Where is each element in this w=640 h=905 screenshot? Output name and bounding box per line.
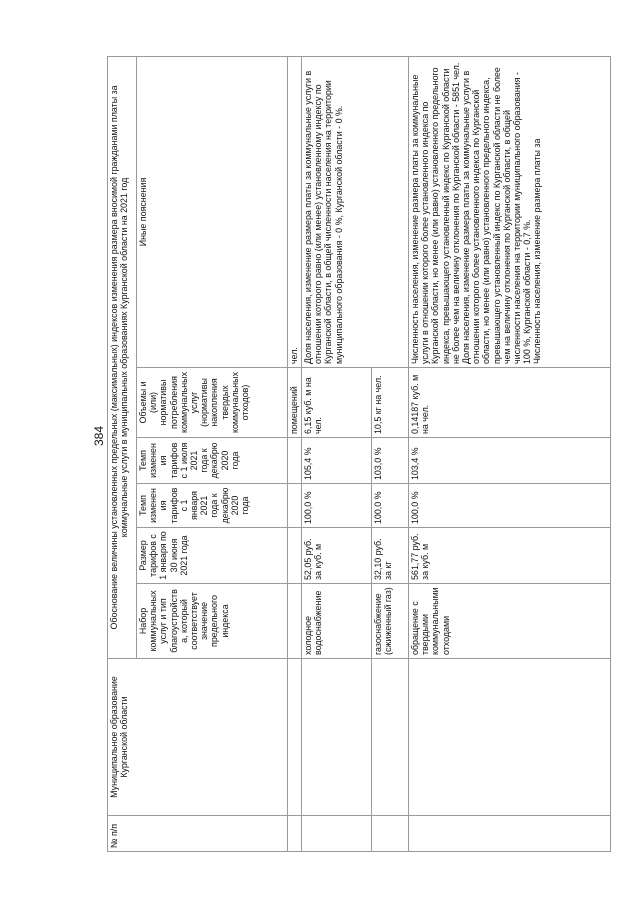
- cell-volume: 6,15 куб. м на чел.: [302, 368, 372, 438]
- cell-tariff: 561,77 руб. за куб. м: [409, 528, 611, 584]
- table-title: Обоснование величины установленных предельных (максимальных) индексов изменения размера вносимой гражданами платы за коммунальные услуги в муниципальных образованиях Курганской области на 2021 год: [108, 56, 137, 658]
- table-row: [302, 56, 372, 851]
- cell-rate-july: 103,4 %: [409, 438, 611, 484]
- header-municipality: Муниципальное образование Курганской области: [108, 659, 288, 816]
- note-paragraph: Доля населения, изменение размера платы за коммунальные услуги в отношении которого более установленного индекса по Курганской области, но менее (или равно) установленного предельного индекса, превышающего установленный индекс по Курганской области не более чем на величину отклонения по Курганской области, в общей численности населения на территории муниципального образования - 100 %, Курганской области - 0,7 %.: [461, 67, 533, 364]
- header-notes: Иные пояснения: [137, 56, 288, 367]
- cell-service: холодное водоснабжение: [302, 584, 372, 659]
- header-num: № п/п: [108, 816, 288, 852]
- rotated-page-content: [107, 57, 607, 852]
- table-row: [409, 56, 611, 851]
- cell-volume: 0,14187 куб. м на чел.: [409, 368, 611, 438]
- page-number: 384: [92, 425, 106, 446]
- header-rate-january: Темп изменения тарифов с 1 января 2021 года к декабрю 2020 года: [137, 484, 288, 528]
- header-service: Набор коммунальных услуг и тип благоустройства, который соответствует значение предельного индекса: [137, 584, 288, 659]
- cell-rate-july: 105,4 %: [302, 438, 372, 484]
- header-tariff: Размер тарифов с 1 января по 30 июня 2021 года: [137, 528, 288, 584]
- table-title-row: [108, 56, 137, 851]
- note-paragraph: Доля населения, изменение размера платы за коммунальные услуги в отношении которого равно (или менее) установленному индексу по Курганской области, в общей численности населения на территории муниципального образования - 0 %, Курганской области - 0 %.: [303, 70, 344, 364]
- cell-volume: 10,5 кг на чел.: [372, 368, 409, 438]
- table-row: [288, 56, 302, 851]
- header-volume: Объемы и (или) нормативы потребления коммунальных услуг (нормативы накопления твердых коммунальных отходов): [137, 368, 288, 438]
- cell-rate-july: 103,0 %: [372, 438, 409, 484]
- cell-service: обращение с твердыми коммунальными отходами: [409, 584, 611, 659]
- cell-rate-january: 100,0 %: [409, 484, 611, 528]
- cell-notes: [302, 56, 409, 367]
- carry-volume: помещений: [288, 368, 302, 438]
- header-rate-july: Темп изменения тарифов с 1 июля 2021 года к декабрю 2020 года: [137, 438, 288, 484]
- cell-tariff: 32,10 руб. за кг: [372, 528, 409, 584]
- cell-notes: [409, 56, 611, 367]
- cell-service: газоснабжение (сжиженный газ): [372, 584, 409, 659]
- justification-table: [107, 56, 611, 852]
- carry-notes: чел.: [288, 56, 302, 367]
- cell-rate-january: 100,0 %: [372, 484, 409, 528]
- note-paragraph: Численность населения, изменение размера платы за коммунальные услуги в отношении которого более установленного индекса по Курганской области, но менее (или равно) установленного предельного индекса, превышающего установленный индекс по Курганской области не более чем на величину отклонения по Курганской области - 5851 чел.: [410, 62, 461, 364]
- cell-tariff: 52,05 руб. за куб. м: [302, 528, 372, 584]
- note-paragraph: Численность населения, изменение размера платы за: [532, 138, 543, 364]
- cell-rate-january: 100,0 %: [302, 484, 372, 528]
